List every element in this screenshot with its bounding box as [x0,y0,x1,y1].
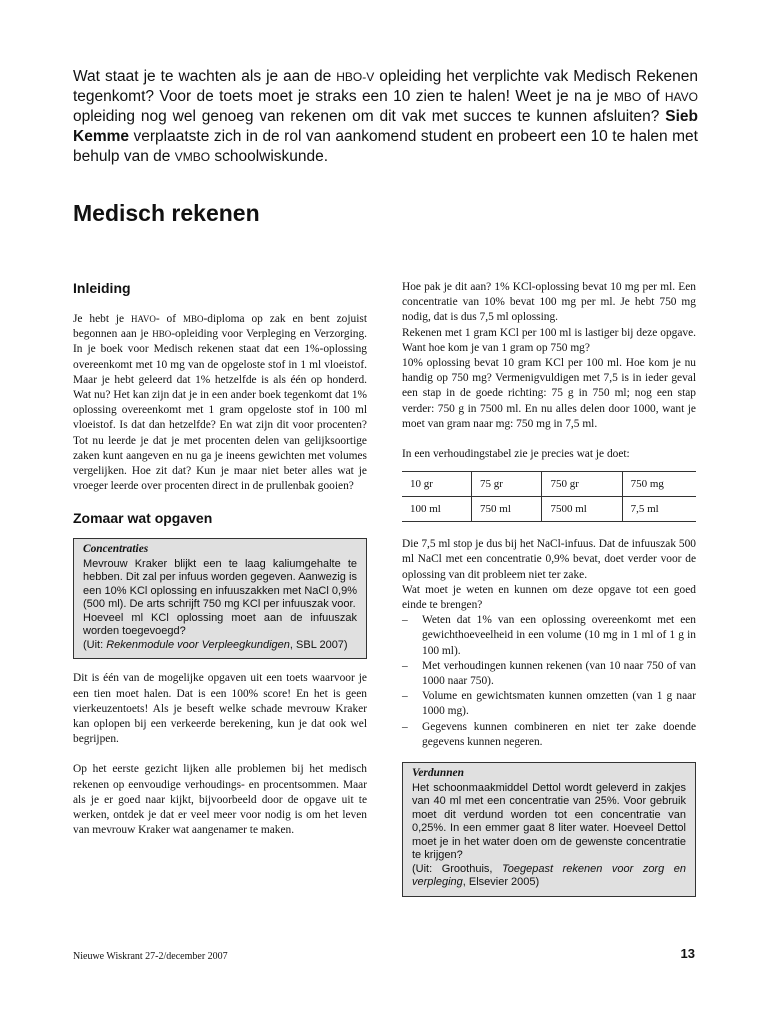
abbr: HBO [152,329,172,340]
list-item-text: Volume en gewichtsmaten kunnen omzetten (van 1 g naar 1000 mg). [422,690,696,718]
intro-text: opleiding nog wel genoeg van rekenen om dit vak met succes te kunnen afsluiten? [73,108,666,125]
requirements-list [402,613,696,750]
box-question: Hoeveel ml KCl oplossing moet aan de infuuszak worden toegevoegd? [83,611,357,638]
body-text: Je hebt je [73,313,132,325]
list-item-text: Gegevens kunnen combineren en niet ter zake doende gegevens kunnen negeren. [422,720,696,748]
source-prefix: (Uit: Groothuis, [412,862,503,875]
dash-bullet: – [402,659,408,672]
body-text: -opleiding voor Verpleging en Verzorging. In je boek voor Medisch rekenen staat dat een 1%-oplossing overeenkomt met 10 mg van de opgeloste stof in 1 ml vloeistof. Maar je hebt geleerd dat 1% hetzelfde is als één op honderd. Wat nu? Het kan zijn dat je in een ander boek tegenkomt dat 1% oplossing overeenkomt met 1 gram opgeloste stof in 100 ml vloeistof. Is dat dan hetzelfde? En wat zijn dit voor procenten? Tot nu leerde je dat je met procenten delen van gelijksoortige zaken kunt aangeven en nu ga je ineens gewichten met volumes vergelijken. Hoe zit dat? Kun je maar niet beter alles wat je vroeger leerde over procenten direct in de prullenbak gooien? [73,328,367,493]
box-body: Mevrouw Kraker blijkt een te laag kaliumgehalte te hebben. Dit zal per infuus worden gegeven. Aanwezig is een 10% KCl oplossing en infuuszakken met NaCl 0,9% (500 ml). De arts schrijft 750 mg KCl per infuuszak voor. [83,557,357,611]
abbr: HAVO [131,314,156,324]
abbr: MBO [182,314,204,324]
box-source [83,639,357,653]
list-item [402,689,696,719]
intro-abbr: HAVO [664,90,698,104]
intro-text: schoolwiskunde. [210,148,329,165]
body-text: -diploma op zak en bent zojuist begonnen aan je [73,313,367,341]
source-title: Toegepast rekenen voor zorg en verpleging [412,862,687,889]
list-item [402,720,696,750]
inleiding-paragraph [73,312,367,494]
body-paragraph: In een verhoudingstabel zie je precies wat je doet: [402,448,630,461]
table-cell: 7500 ml [542,497,622,522]
source-suffix: , SBL 2007) [289,638,348,651]
list-item [402,613,696,659]
dash-bullet: – [402,614,408,627]
body-text: - of [155,313,183,325]
author-name: Sieb Kemme [73,108,698,145]
source-title: Rekenmodule voor Verpleegkundigen [106,638,290,651]
body-paragraph: Hoe pak je dit aan? 1% KCl-oplossing bevat 10 mg per ml. Een concentratie van 10% bevat 100 mg per ml. Je hebt 750 mg nodig, dat is dus 7,5 ml oplossing. [402,281,696,324]
body-paragraph: Wat moet je weten en kunnen om deze opgave tot een goed einde te brengen? [402,583,696,612]
concentraties-box [73,538,367,659]
table-row [402,472,696,497]
footer-journal: Nieuwe Wiskrant 27-2/december 2007 [73,951,228,962]
box-body: Het schoonmaakmiddel Dettol wordt geleverd in zakjes van 40 ml met een concentratie van 25%. Voor gebruik moet dit verdund worden tot een concentratie van 0,25%. In een emmer gaat 8 liter water. Hoeveel Dettol moet je in het water doen om de gewenste concentratie te krijgen? [412,781,686,862]
table-cell: 750 mg [622,472,696,497]
body-paragraph: Die 7,5 ml stop je dus bij het NaCl-infuus. Dat de infuuszak 500 ml NaCl met een concentratie 0,9% bevat, doet verder voor de oplossing van dit probleem niet ter zake. [402,538,696,581]
table-cell: 100 ml [402,497,472,522]
intro-text: verplaatste zich in de rol van aankomend student en probeert een 10 te halen met behulp van de [73,128,698,165]
left-column [73,280,367,838]
ratio-table [402,471,696,522]
dash-bullet: – [402,690,408,703]
intro-text: opleiding het verplichte vak Medisch Rekenen tegenkomt? Voor de toets moet je straks een 10 zien te halen! Weet je na je [73,68,698,105]
verdunnen-box [402,762,696,897]
section-heading-zomaar: Zomaar wat opgaven [73,510,213,527]
list-item [402,659,696,689]
article-title: Medisch rekenen [73,200,260,226]
right-column [402,280,696,897]
intro-text: of [641,88,665,105]
table-cell: 7,5 ml [622,497,696,522]
source-prefix: (Uit: [83,638,107,651]
intro-abbr: VMBO [174,150,211,164]
table-row [402,497,696,522]
section-heading-inleiding: Inleiding [73,280,131,296]
table-cell: 750 gr [542,472,622,497]
table-cell: 75 gr [472,472,542,497]
table-cell: 10 gr [402,472,472,497]
list-item-text: Met verhoudingen kunnen rekenen (van 10 naar 750 of van 1000 naar 750). [422,659,696,688]
box-title: Verdunnen [412,767,464,780]
body-paragraph: Dit is één van de mogelijke opgaven uit een toets waarvoor je een tien moet halen. Dat is een 100% score! En het is geen vierkeuzentoets! Als je beseft welke schade mevrouw Kraker kan oplopen bij een verkeerde berekening, kun je dat ook wel begrijpen. [73,672,367,746]
page-number: 13 [680,946,695,961]
body-paragraph: 10% oplossing bevat 10 gram KCl per 100 ml. Hoe kom je nu handig op 750 mg? Vermenigvuldigen met 7,5 is in ieder geval een stap in de goede richting: 75 g in 750 ml; nog een stap verder: 750 g in 7500 ml. En nu alles delen door 1000, want je moet van gram naar mg: 750 mg in 7,5 ml. [402,357,696,430]
box-title: Concentraties [83,543,149,556]
list-item-text: Weten dat 1% van een oplossing overeenkomt met een gewichthoeveelheid in een volume (10 mg in 1 ml of 1 g in 100 ml). [422,614,696,657]
source-suffix: , Elsevier 2005) [462,876,540,889]
table-cell: 750 ml [472,497,542,522]
body-paragraph: Rekenen met 1 gram KCl per 100 ml is lastiger bij deze opgave. Want hoe kom je van 1 gram op 750 mg? [402,326,696,354]
intro-text: Wat staat je te wachten als je aan de [73,68,337,85]
intro-abbr: HBO-V [336,70,375,84]
dash-bullet: – [402,720,408,733]
box-source [412,863,686,890]
body-paragraph: Op het eerste gezicht lijken alle problemen bij het medisch rekenen op eenvoudige verhoudings- en procentsommen. Maar als je er goed naar kijkt, bijvoorbeeld door de opgave uit te werken, ontdek je dat er veel meer voor nodig is om het leven van mevrouw Kraker wat aangenamer te maken. [73,763,367,837]
intro-paragraph [73,67,698,167]
intro-abbr: MBO [613,90,642,104]
